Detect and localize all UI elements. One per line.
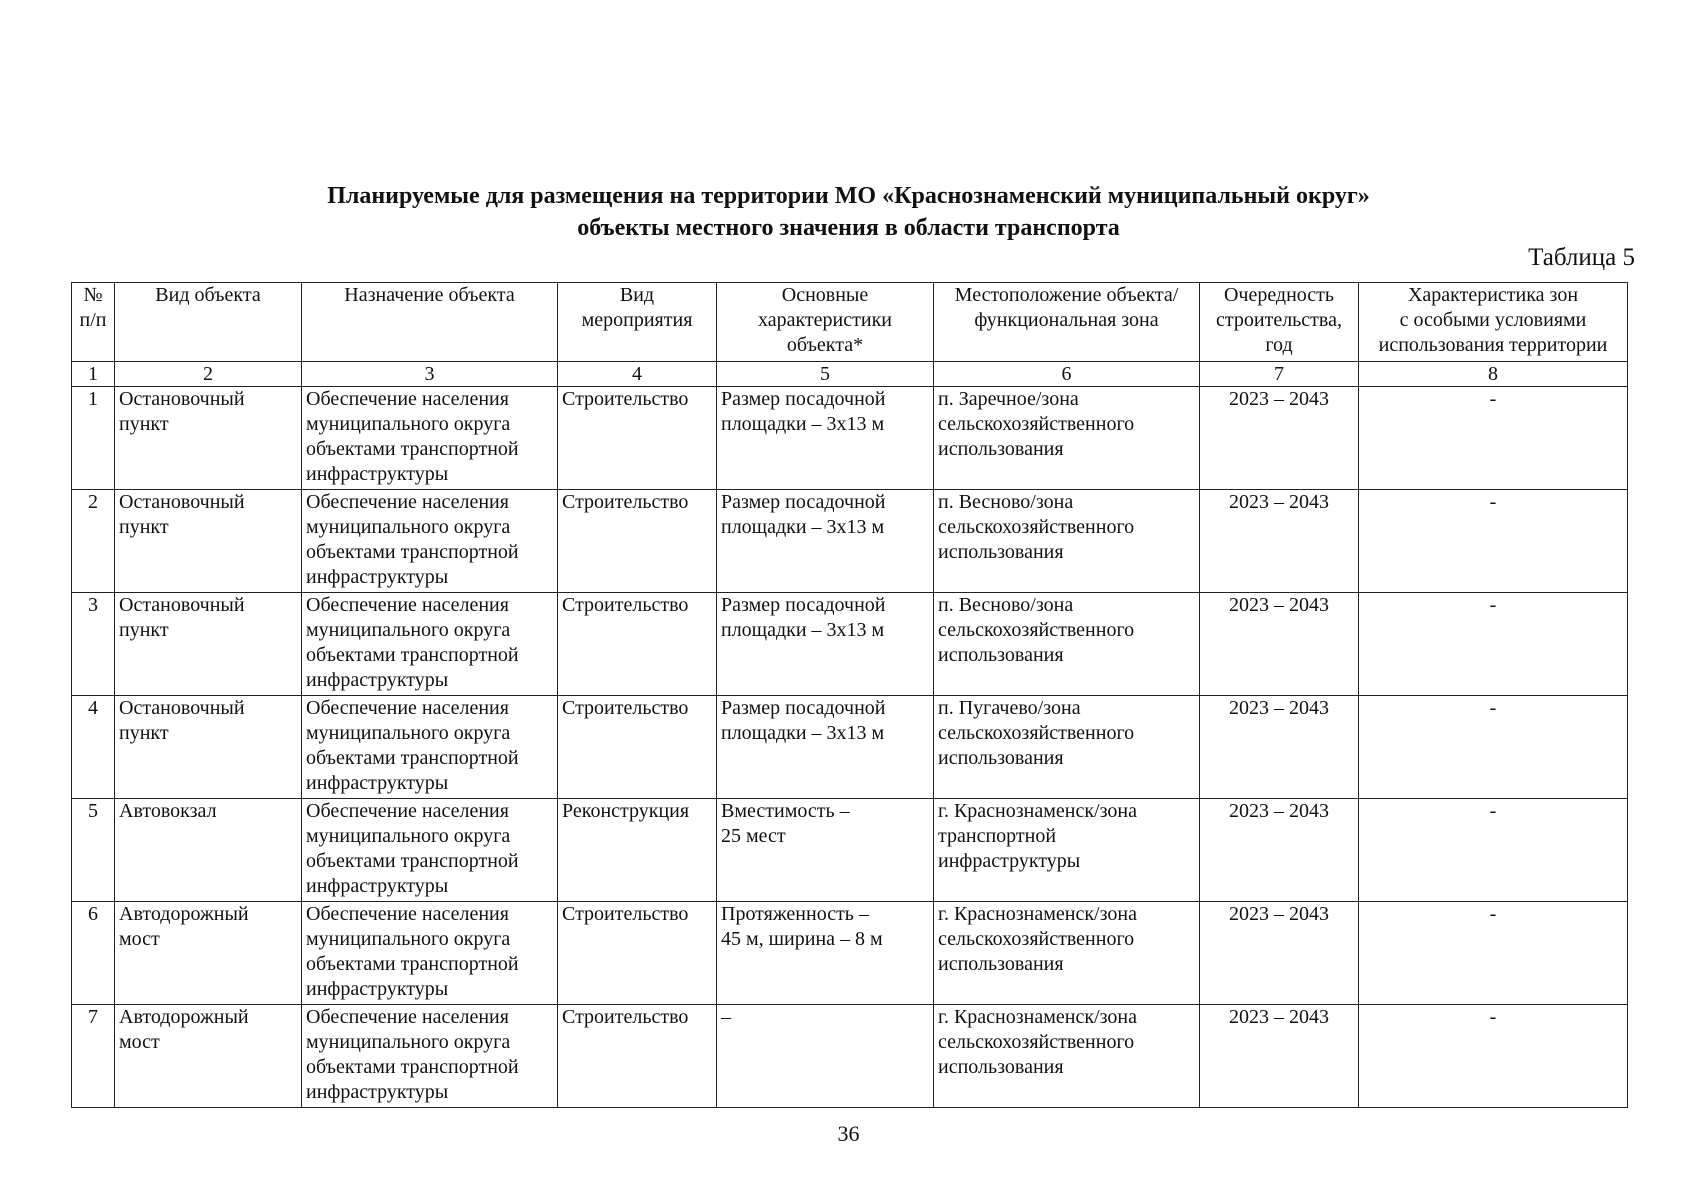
row-number-cell: 2 <box>72 490 115 593</box>
column-header-label: Местоположение объекта/ функциональная зона <box>954 284 1179 331</box>
column-header <box>302 283 558 362</box>
table-body <box>72 387 1628 1108</box>
column-number: 5 <box>717 362 934 387</box>
object-purpose-cell: Обеспечение населения муниципального округа объектами транспортной инфраструктуры <box>302 799 558 902</box>
table-row <box>72 799 1628 902</box>
column-number: 7 <box>1200 362 1359 387</box>
construction-years-cell: 2023 – 2043 <box>1200 593 1359 696</box>
row-number-cell: 7 <box>72 1005 115 1108</box>
object-type-cell: Автовокзал <box>115 799 302 902</box>
page-number: 36 <box>837 1121 860 1146</box>
location-cell: п. Весново/зона сельскохозяйственного использования <box>934 593 1200 696</box>
construction-years-cell: 2023 – 2043 <box>1200 902 1359 1005</box>
column-header <box>717 283 934 362</box>
table-row <box>72 696 1628 799</box>
object-type-cell: Остановочный пункт <box>115 696 302 799</box>
table-row <box>72 902 1628 1005</box>
column-number: 2 <box>115 362 302 387</box>
special-zones-cell: - <box>1359 387 1628 490</box>
column-number: 8 <box>1359 362 1628 387</box>
column-header-label: Очередность строительства, год <box>1216 284 1342 356</box>
object-type-cell: Остановочный пункт <box>115 490 302 593</box>
document-title-line-2: объекты местного значения в области транспорта <box>577 215 1120 241</box>
action-type-cell: Строительство <box>558 387 717 490</box>
row-number-cell: 3 <box>72 593 115 696</box>
construction-years-cell: 2023 – 2043 <box>1200 490 1359 593</box>
location-cell: г. Краснознаменск/зона сельскохозяйственного использования <box>934 1005 1200 1108</box>
column-header <box>1359 283 1628 362</box>
document-title <box>0 180 1697 244</box>
column-header-label: № п/п <box>79 284 107 331</box>
table-row <box>72 1005 1628 1108</box>
column-header-label: Характеристика зон с особыми условиями использования территории <box>1378 284 1608 356</box>
action-type-cell: Строительство <box>558 1005 717 1108</box>
object-purpose-cell: Обеспечение населения муниципального округа объектами транспортной инфраструктуры <box>302 696 558 799</box>
row-number-cell: 4 <box>72 696 115 799</box>
document-title-line-1: Планируемые для размещения на территории МО «Краснознаменский муниципальный округ» <box>327 183 1370 209</box>
special-zones-cell: - <box>1359 902 1628 1005</box>
construction-years-cell: 2023 – 2043 <box>1200 696 1359 799</box>
object-type-cell: Остановочный пункт <box>115 593 302 696</box>
column-header-label: Вид мероприятия <box>581 284 693 331</box>
action-type-cell: Строительство <box>558 902 717 1005</box>
row-number-cell: 1 <box>72 387 115 490</box>
characteristics-cell: Размер посадочной площадки – 3х13 м <box>717 593 934 696</box>
column-header <box>115 283 302 362</box>
column-numbers-row <box>72 362 1628 387</box>
characteristics-cell: – <box>717 1005 934 1108</box>
characteristics-cell: Размер посадочной площадки – 3х13 м <box>717 387 934 490</box>
column-header-label: Назначение объекта <box>344 284 515 306</box>
action-type-cell: Строительство <box>558 490 717 593</box>
object-type-cell: Автодорожный мост <box>115 1005 302 1108</box>
special-zones-cell: - <box>1359 1005 1628 1108</box>
location-cell: п. Пугачево/зона сельскохозяйственного использования <box>934 696 1200 799</box>
location-cell: г. Краснознаменск/зона транспортной инфраструктуры <box>934 799 1200 902</box>
characteristics-cell: Размер посадочной площадки – 3х13 м <box>717 490 934 593</box>
column-header <box>72 283 115 362</box>
object-type-cell: Остановочный пункт <box>115 387 302 490</box>
special-zones-cell: - <box>1359 490 1628 593</box>
row-number-cell: 5 <box>72 799 115 902</box>
column-header-label: Основные характеристики объекта* <box>757 284 892 356</box>
table-label: Таблица 5 <box>1528 244 1635 271</box>
objects-table <box>71 282 1628 1108</box>
column-header <box>558 283 717 362</box>
column-number: 4 <box>558 362 717 387</box>
construction-years-cell: 2023 – 2043 <box>1200 1005 1359 1108</box>
column-number: 1 <box>72 362 115 387</box>
column-number: 3 <box>302 362 558 387</box>
column-header-label: Вид объекта <box>155 284 261 306</box>
action-type-cell: Строительство <box>558 593 717 696</box>
object-purpose-cell: Обеспечение населения муниципального округа объектами транспортной инфраструктуры <box>302 902 558 1005</box>
action-type-cell: Реконструкция <box>558 799 717 902</box>
construction-years-cell: 2023 – 2043 <box>1200 387 1359 490</box>
object-type-cell: Автодорожный мост <box>115 902 302 1005</box>
special-zones-cell: - <box>1359 593 1628 696</box>
table-header-row <box>72 283 1628 362</box>
characteristics-cell: Протяженность – 45 м, ширина – 8 м <box>717 902 934 1005</box>
table-row <box>72 593 1628 696</box>
object-purpose-cell: Обеспечение населения муниципального округа объектами транспортной инфраструктуры <box>302 1005 558 1108</box>
location-cell: п. Заречное/зона сельскохозяйственного использования <box>934 387 1200 490</box>
object-purpose-cell: Обеспечение населения муниципального округа объектами транспортной инфраструктуры <box>302 490 558 593</box>
special-zones-cell: - <box>1359 696 1628 799</box>
row-number-cell: 6 <box>72 902 115 1005</box>
table-row <box>72 387 1628 490</box>
column-header <box>1200 283 1359 362</box>
object-purpose-cell: Обеспечение населения муниципального округа объектами транспортной инфраструктуры <box>302 387 558 490</box>
characteristics-cell: Размер посадочной площадки – 3х13 м <box>717 696 934 799</box>
column-number: 6 <box>934 362 1200 387</box>
table-row <box>72 490 1628 593</box>
object-purpose-cell: Обеспечение населения муниципального округа объектами транспортной инфраструктуры <box>302 593 558 696</box>
location-cell: г. Краснознаменск/зона сельскохозяйственного использования <box>934 902 1200 1005</box>
action-type-cell: Строительство <box>558 696 717 799</box>
special-zones-cell: - <box>1359 799 1628 902</box>
column-header <box>934 283 1200 362</box>
characteristics-cell: Вместимость – 25 мест <box>717 799 934 902</box>
location-cell: п. Весново/зона сельскохозяйственного использования <box>934 490 1200 593</box>
construction-years-cell: 2023 – 2043 <box>1200 799 1359 902</box>
